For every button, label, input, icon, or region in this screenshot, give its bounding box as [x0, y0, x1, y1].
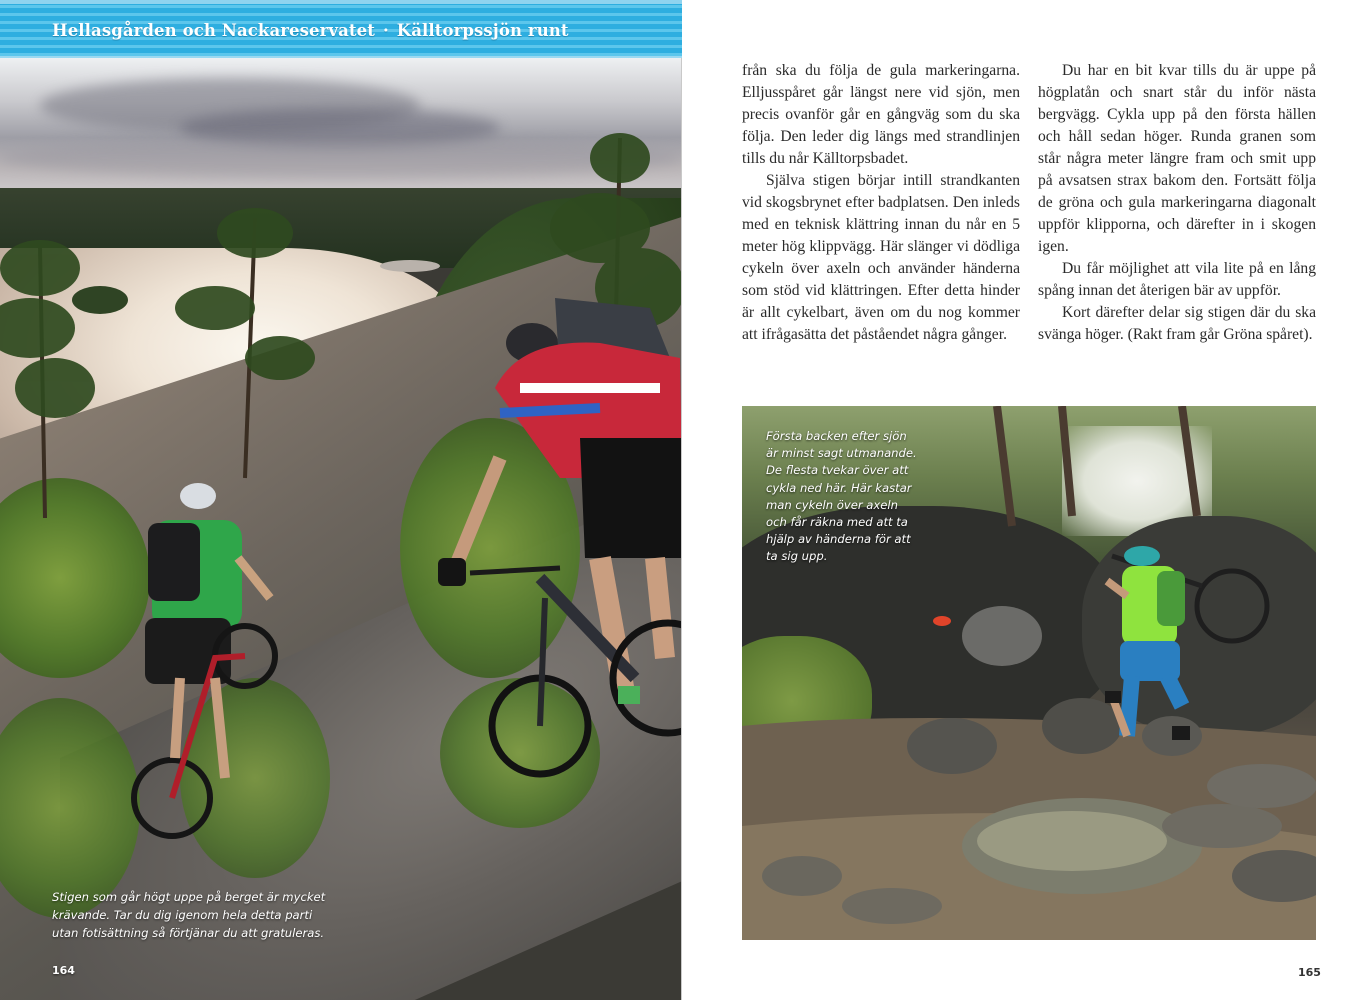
left-photo-mountain-bikers — [0, 58, 682, 1000]
route-title: Källtorpssjön runt — [396, 21, 569, 40]
right-photo-caption — [766, 428, 946, 566]
running-header — [0, 0, 682, 58]
caption-line: är minst sagt utmanande. — [766, 446, 917, 461]
caption-line: Första backen efter sjön — [766, 429, 907, 443]
paragraph: Kort därefter delar sig stigen där du ska svänga höger. (Rakt fram går Gröna spåret). — [1038, 304, 1316, 343]
caption-line: Stigen som går högt uppe på berget är mycket — [52, 890, 326, 904]
caption-line: krävande. Tar du dig igenom hela detta parti — [52, 908, 313, 922]
caption-line: man cykeln över axeln — [766, 497, 898, 512]
left-photo-caption — [52, 888, 382, 942]
paragraph: Själva stigen börjar intill strandkanten vid skogsbrynet efter badplatsen. Den inleds med en teknisk klättring innan du når en 5 meter hög klippvägg. Här slänger vi dödliga cykeln över axeln och använder händerna som stöd vid klättringen. Efter detta hinder är allt cykelbart, även om du nog kommer att ifrågasätta det påståendet några gånger. — [742, 172, 1020, 343]
paragraph: Du får möjlighet att vila lite på en lång spång innan det återigen bär av uppför. — [1038, 260, 1316, 299]
caption-line: De flesta tvekar över att — [766, 463, 909, 478]
title-separator: · — [382, 21, 389, 40]
caption-line: ta sig upp. — [766, 549, 828, 564]
photo-detail-illustration — [0, 58, 682, 1000]
section-title: Hellasgården och Nackareservatet — [52, 21, 375, 40]
page-number-right: 165 — [1298, 966, 1321, 979]
text-column-1 — [742, 60, 1020, 346]
paragraph: Du har en bit kvar tills du är uppe på högplatån och snart står du inför nästa bergvägg. Cykla upp på den första hällen och håll sedan höger. Runda granen som står några meter längre fram och smit upp på avsatsen strax bakom den. Fortsätt följa de gröna och gula markeringarna diagonalt uppför klipporna, och därefter in i skogen igen. — [1038, 62, 1316, 255]
caption-line: cykla ned här. Här kastar — [766, 480, 912, 495]
page-number-left: 164 — [52, 964, 75, 977]
caption-line: hjälp av händerna för att — [766, 532, 911, 547]
caption-line: utan fotisättning så förtjänar du att gratuleras. — [52, 926, 325, 940]
text-column-2 — [1038, 60, 1316, 346]
caption-line: och får räkna med att ta — [766, 515, 908, 530]
running-head-text — [52, 21, 569, 40]
paragraph: från ska du följa de gula markeringarna. Elljusspåret går längst nere vid sjön, men precis ovanför går en gångväg som du ska följa. Den leder dig längs med strandlinjen tills du når Källtorpsbadet. — [742, 62, 1020, 167]
